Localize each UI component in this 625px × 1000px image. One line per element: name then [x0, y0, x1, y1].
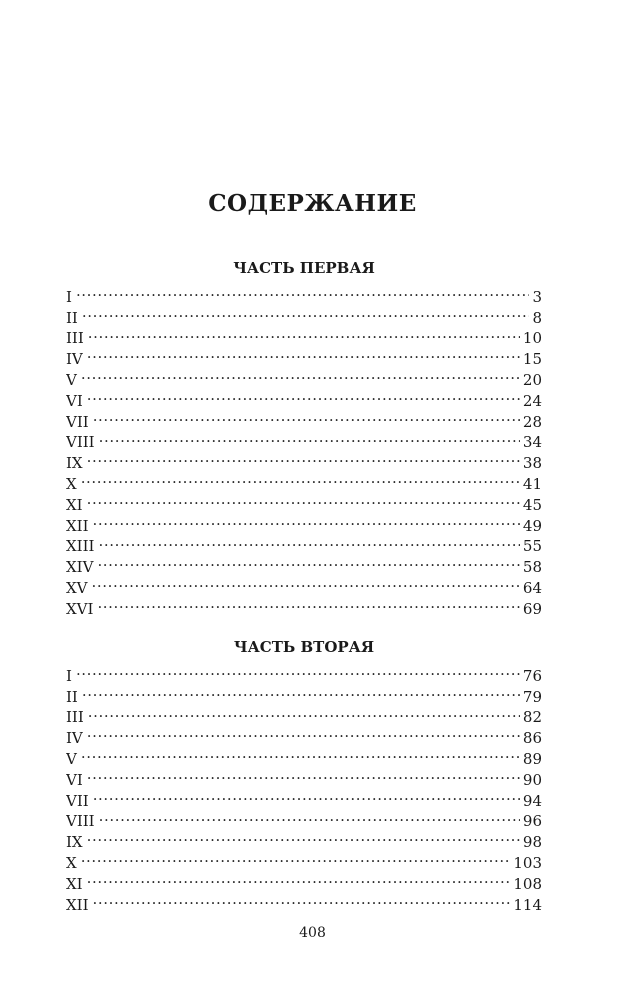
- chapter-label: III: [66, 708, 84, 723]
- part-heading: ЧАСТЬ ВТОРАЯ: [233, 638, 375, 656]
- dot-leader: [92, 572, 520, 593]
- dot-leader: [76, 660, 520, 681]
- chapter-page-number: 69: [522, 599, 542, 614]
- toc-entry: [66, 681, 542, 702]
- chapter-page-number: 45: [522, 495, 542, 510]
- dot-leader: [88, 323, 520, 344]
- toc-list: [66, 281, 542, 614]
- chapter-page-number: 10: [522, 329, 542, 344]
- chapter-page-number: 79: [522, 687, 542, 702]
- dot-leader: [93, 889, 511, 910]
- chapter-page-number: 94: [522, 791, 542, 806]
- chapter-page-number: 49: [522, 516, 542, 531]
- toc-entry: [66, 364, 542, 385]
- toc-entry: [66, 785, 542, 806]
- chapter-label: V: [66, 749, 77, 764]
- chapter-label: XIV: [66, 558, 94, 573]
- toc-entry: [66, 385, 542, 406]
- chapter-label: XI: [66, 495, 83, 510]
- chapter-page-number: 114: [513, 895, 542, 910]
- toc-entry: [66, 593, 542, 614]
- chapter-page-number: 89: [522, 749, 542, 764]
- toc-entry: [66, 323, 542, 344]
- chapter-label: X: [66, 853, 77, 868]
- toc-part-1: [66, 255, 542, 614]
- chapter-label: XII: [66, 516, 89, 531]
- dot-leader: [87, 447, 520, 468]
- dot-leader: [87, 868, 511, 889]
- chapter-page-number: 41: [522, 474, 542, 489]
- toc-entry: [66, 343, 542, 364]
- toc-entry: [66, 806, 542, 827]
- chapter-label: III: [66, 329, 84, 344]
- dot-leader: [93, 510, 520, 531]
- part-heading: ЧАСТЬ ПЕРВАЯ: [233, 259, 375, 277]
- chapter-label: VII: [66, 412, 89, 427]
- chapter-label: VIII: [66, 433, 95, 448]
- chapter-page-number: 64: [522, 578, 542, 593]
- chapter-label: IX: [66, 833, 83, 848]
- chapter-label: XV: [66, 578, 88, 593]
- chapter-label: I: [66, 666, 72, 681]
- chapter-page-number: 8: [532, 308, 542, 323]
- chapter-page-number: 96: [522, 812, 542, 827]
- toc-part-2: [66, 634, 542, 910]
- chapter-page-number: 90: [522, 770, 542, 785]
- dot-leader: [87, 343, 520, 364]
- chapter-label: VI: [66, 391, 83, 406]
- chapter-page-number: 20: [522, 370, 542, 385]
- chapter-label: VIII: [66, 812, 95, 827]
- toc-entry: [66, 281, 542, 302]
- dot-leader: [81, 847, 511, 868]
- toc-list: [66, 660, 542, 910]
- dot-leader: [81, 743, 520, 764]
- dot-leader: [82, 681, 520, 702]
- chapter-page-number: 108: [513, 874, 542, 889]
- chapter-page-number: 34: [522, 433, 542, 448]
- dot-leader: [76, 281, 530, 302]
- chapter-page-number: 58: [522, 558, 542, 573]
- toc-entry: [66, 847, 542, 868]
- chapter-page-number: 15: [522, 350, 542, 365]
- dot-leader: [97, 593, 519, 614]
- dot-leader: [87, 489, 520, 510]
- chapter-label: V: [66, 370, 77, 385]
- toc-entry: [66, 427, 542, 448]
- dot-leader: [82, 302, 530, 323]
- chapter-label: XII: [66, 895, 89, 910]
- toc-entry: [66, 826, 542, 847]
- chapter-page-number: 38: [522, 454, 542, 469]
- dot-leader: [81, 468, 520, 489]
- page-title: СОДЕРЖАНИЕ: [208, 190, 417, 217]
- dot-leader: [87, 764, 520, 785]
- dot-leader: [99, 806, 520, 827]
- dot-leader: [81, 364, 520, 385]
- toc-entry: [66, 764, 542, 785]
- toc-entry: [66, 702, 542, 723]
- chapter-label: VI: [66, 770, 83, 785]
- chapter-label: II: [66, 308, 78, 323]
- chapter-label: II: [66, 687, 78, 702]
- chapter-label: IV: [66, 729, 83, 744]
- chapter-label: I: [66, 287, 72, 302]
- chapter-page-number: 55: [522, 537, 542, 552]
- dot-leader: [87, 385, 520, 406]
- chapter-label: X: [66, 474, 77, 489]
- toc-entry: [66, 302, 542, 323]
- toc-entry: [66, 531, 542, 552]
- dot-leader: [97, 551, 519, 572]
- toc-entry: [66, 743, 542, 764]
- dot-leader: [99, 427, 520, 448]
- chapter-label: VII: [66, 791, 89, 806]
- dot-leader: [87, 826, 520, 847]
- dot-leader: [93, 785, 520, 806]
- chapter-page-number: 98: [522, 833, 542, 848]
- chapter-label: XI: [66, 874, 83, 889]
- dot-leader: [88, 702, 520, 723]
- toc-entry: [66, 551, 542, 572]
- dot-leader: [98, 531, 519, 552]
- chapter-label: IV: [66, 350, 83, 365]
- chapter-page-number: 76: [522, 666, 542, 681]
- dot-leader: [87, 722, 520, 743]
- toc-entry: [66, 868, 542, 889]
- page-number: 408: [299, 925, 326, 941]
- chapter-label: IX: [66, 454, 83, 469]
- toc-entry: [66, 572, 542, 593]
- toc-entry: [66, 468, 542, 489]
- toc-entry: [66, 660, 542, 681]
- toc-entry: [66, 447, 542, 468]
- chapter-label: XIII: [66, 537, 95, 552]
- chapter-page-number: 86: [522, 729, 542, 744]
- chapter-page-number: 3: [532, 287, 542, 302]
- toc-entry: [66, 406, 542, 427]
- toc-entry: [66, 722, 542, 743]
- toc-entry: [66, 489, 542, 510]
- chapter-label: XVI: [66, 599, 94, 614]
- chapter-page-number: 82: [522, 708, 542, 723]
- chapter-page-number: 28: [522, 412, 542, 427]
- toc-entry: [66, 889, 542, 910]
- toc-entry: [66, 510, 542, 531]
- dot-leader: [93, 406, 520, 427]
- chapter-page-number: 24: [522, 391, 542, 406]
- chapter-page-number: 103: [513, 853, 542, 868]
